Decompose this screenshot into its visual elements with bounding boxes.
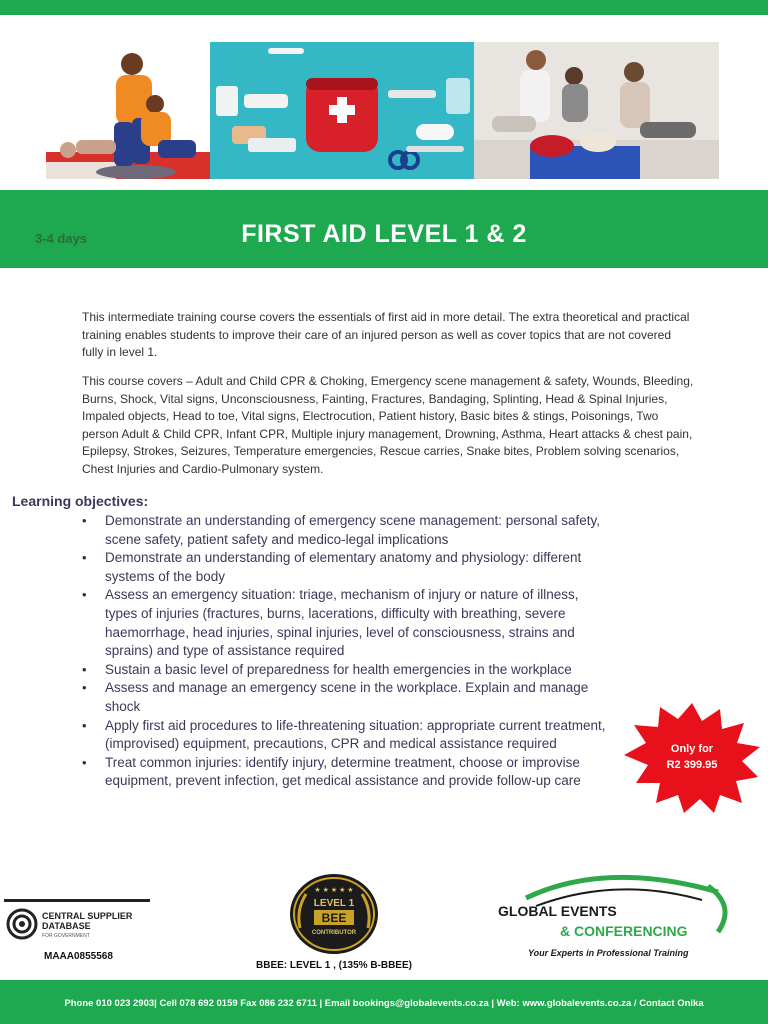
price-starburst [622, 703, 762, 813]
global-events-logo [496, 866, 732, 962]
csd-name-line3: FOR GOVERNMENT [42, 933, 90, 939]
photo-paramedics-cpr [46, 42, 210, 179]
bbee-badge [286, 872, 382, 958]
bbee-level-text: LEVEL 1 [313, 898, 355, 909]
page-title: FIRST AID LEVEL 1 & 2 [241, 220, 527, 248]
learning-objectives-list [82, 512, 612, 791]
csd-registration-code: MAAA0855568 [44, 951, 113, 962]
objective-item: • Sustain a basic level of preparedness for health emergencies in the workplace [82, 661, 612, 680]
ge-name-line1: GLOBAL EVENTS [498, 903, 617, 919]
objective-item: • Assess and manage an emergency scene in the workplace. Explain and manage shock [82, 679, 612, 716]
ge-tagline: Your Experts in Professional Training [528, 948, 689, 958]
ge-name-line2: & CONFERENCING [560, 923, 688, 939]
footer-contact-text: Phone 010 023 2903| Cell 078 692 0159 Fax 086 232 6711 | Email bookings@globalevents.co.za | Web: www.globalevents.co.za / Contact Onika [64, 998, 704, 1009]
price-label: Only for [670, 743, 714, 755]
learning-objectives-heading: Learning objectives: [12, 493, 149, 509]
course-duration: 3-4 days [35, 231, 88, 246]
csd-name-line2: DATABASE [42, 921, 91, 931]
objective-item: • Demonstrate an understanding of elementary anatomy and physiology: different systems of the body [82, 549, 612, 586]
price-value: R2 399.95 [666, 759, 718, 771]
svg-text:★ ★ ★ ★ ★: ★ ★ ★ ★ ★ [314, 887, 354, 894]
bbee-caption: BBEE: LEVEL 1 , (135% B-BBEE) [256, 960, 412, 971]
csd-name-line1: CENTRAL SUPPLIER [42, 911, 133, 921]
photo-first-aid-kit [210, 42, 474, 179]
objective-item: • Demonstrate an understanding of emergency scene management: personal safety, scene safety, patient safety and medico-legal implications [82, 512, 612, 549]
objective-item: • Treat common injuries: identify injury, determine treatment, choose or improvise equipment, prevent infection, get medical assistance and provide follow-up care [82, 754, 612, 791]
photo-cpr-training [474, 42, 719, 179]
bbee-bee-text: BEE [321, 911, 347, 925]
course-topics-paragraph: This course covers – Adult and Child CPR & Choking, Emergency scene management & safety, Wounds, Bleeding, Burns, Shock, Vital signs, Unconsciousness, Fainting, Fractures, Bandaging, Splinting, Head & Spinal Injuries, Impaled objects, Head to toe, Vital signs, Electrocution, Patient history, Basic bites & stings, Poisonings, Two person Adult & Child CPR, Infant CPR, Multiple injury management, Drowning, Asthma, Heart attacks & chest pain, Epilepsy, Strokes, Seizures, Temperature emergencies, Rescue carries, Snake bites, Problem solving scenarios, Chest Injuries and Cardio-Pulmonary system. [82, 374, 694, 476]
objective-item: • Apply first aid procedures to life-threatening situation: appropriate current treatment, (improvised) equipment, precautions, CPR and medical assistance required [82, 717, 612, 754]
top-green-bar [0, 0, 768, 15]
bbee-contributor-text: CONTRIBUTOR [311, 930, 357, 936]
intro-paragraph: This intermediate training course covers the essentials of first aid in more detail. The extra theoretical and practical training enables students to improve their care of an injured person as well as cover topics that are not covered fully in level 1. [82, 310, 690, 359]
objective-item: • Assess an emergency situation: triage, mechanism of injury or nature of illness, types of injuries (fractures, burns, lacerations, difficulty with breathing, severe haemorrhage, head injuries, spinal injuries, level of consciousness, strains and sprains) and type of assistance required [82, 586, 612, 660]
csd-logo [0, 897, 150, 949]
